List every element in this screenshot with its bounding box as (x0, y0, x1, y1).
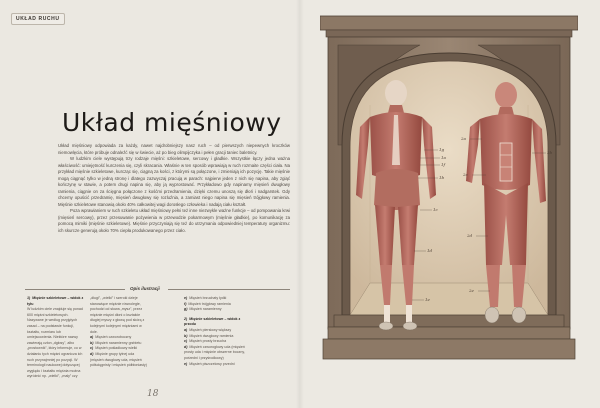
cabinet-base (334, 315, 564, 327)
caption-heading: Mięśnie szkieletowe – widok z przodu (184, 316, 241, 327)
caption-item: b) Mięsień naramienny grzbietu (90, 340, 142, 345)
article-body (58, 143, 290, 234)
caption-rule-left (25, 289, 125, 290)
caption-text: „długi”, „wielki” i szeroki dzieje stanowiące mięśnie równoległe, pochodzi od słowa „mysz”, przez mięśnie mięśni dłoni o kształcie długiej myszy z głową pod skórą z kolejnymi kolejnymi mięśniami w dole. (90, 296, 145, 334)
caption-item: a) Mięsień piersiowy większy (184, 327, 232, 332)
caption-item: d) Mięśnie grupy tylnej uda (mięsień dwugłowy uda, mięsień półścięgnisty i mięsień półbłoniasty) (90, 351, 147, 368)
caption-title: Opis ilustracji (130, 286, 160, 291)
caption-item: c) Mięsień pośladkowy wielki (90, 346, 138, 351)
page-title: Układ mięśniowy (62, 108, 282, 137)
svg-text:2e: 2e (469, 288, 474, 293)
caption-item: c) Mięsień prosty brzucha (184, 339, 227, 344)
caption-item: e) Mięsień brzuchaty łydki (184, 296, 227, 300)
paragraph-functions: Poza wprawianiem w ruch szkieletu układ mięśniowy pełni też inne niezwykle ważne funkcje – od pompowania krwi (mięsień sercowy), przez przesuwanie pożywienia w przewodzie pokarmowym (mięśnie gładkie), po komunikację za pomocą mimiki (mięśnie szkieletowe). Mięśnie przyczyniają się też do utrzymania odpowiedniej temperatury organizmu: ich skurcze generują około 70% ciepła produkowanego przez ciało. (58, 208, 290, 233)
svg-text:2b: 2b (547, 150, 553, 155)
svg-text:1c: 1c (433, 207, 438, 212)
svg-text:1g: 1g (439, 147, 445, 152)
svg-text:2d: 2d (467, 233, 473, 238)
caption-heading: Mięśnie szkieletowe – widok z tyłu (27, 296, 84, 306)
caption-key: 2) (184, 316, 188, 321)
caption-text: W ludzkim ciele znajduje się ponad 600 mięśni szkieletowych. Nazywane je według przyjętych zasad – na podstawie funkcji, kształtu, rozmiaru lub umiejscowienia. Niektóre nazwy zawierają człon „dgłosy”, albo „prostownik”, który informuje, co w działaniu tych mięśni ogranicza ich ruch przynajmniej po pozycji. W terminologii naukowej dotyczącej wyglądu i kształtu mięśnia można wyróżnić np. „wielki”, „mały” czy (27, 307, 83, 379)
svg-text:1e: 1e (425, 297, 430, 302)
book-gutter (296, 0, 304, 408)
caption-item: d) Mięsień czworogłowy uda (mięsień prosty uda i mięśnie obszerne boczny, pośredni i przyśrodkowy) (184, 344, 245, 360)
caption-item: f) Mięsień trójgłowy ramienia (184, 301, 231, 306)
caption-item: g) Mięsień naramienny (184, 307, 222, 312)
section-tag: UKŁAD RUCHU (11, 13, 65, 25)
paragraph-types: W ludzkim ciele występują trzy rodzaje mięśni: szkieletowe, sercowy i gładkie. Wszystkie łączy jedna ważna właściwość: umiejętność kurczenia się, czyli skracania. Właśnie w ten sposób wprawiają w ruch rozmaite części ciała. Na przykład mięśnie szkieletowe, kurcząc się, ciągną za kości, z którymi są połączone, i zmieniają ich pozycję. Takie mięśnie mogą ciągnąć tylko w jedną stronę i dlatego zazwyczaj pracują w parach: najpierw jeden z nich się napina, aby zgiąć kończynę w stawie, a potem drugi napina się, aby ją wyprostować. Przykładowo gdy napinamy mięsień dwugłowy ramienia, ciągnie on za ścięgna połączone z kośćmi przedramienia, dzięki czemu unoszą się dłoń i nadgarstek. Gdy chcemy opuścić przedramię, mięsień dwugłowy się rozluźnia, a zamiast niego napina się mięsień trójgłowy ramienia. Mięśnie szkieletowe stanowią około 40% całkowitej wagi dorosłego człowieka i nadają ciału kształt. (58, 156, 290, 207)
paragraph-intro: Układ mięśniowy odpowiada za każdy, nawet najdrobniejszy nasz ruch – od pierwszych niepewnych kroczków niemowlęcia, które próbuje odnaleźć się w świecie, aż po bieg olimpijczyka i pełen gracji taniec baletnicy. (58, 143, 290, 155)
caption-column-2 (90, 296, 148, 369)
caption-item: a) Mięsień czworoboczny (90, 335, 132, 340)
svg-text:1b: 1b (439, 175, 445, 180)
svg-text:2c: 2c (463, 172, 468, 177)
svg-text:1f: 1f (441, 162, 446, 167)
svg-text:1a: 1a (441, 155, 446, 160)
caption-item: e) Mięsień piszczelowy przedni (184, 361, 235, 366)
caption-item: b) Mięsień dwugłowy ramienia (184, 333, 234, 338)
caption-column-3 (184, 296, 248, 367)
caption-rule-right (168, 289, 290, 290)
caption-column-1 (27, 296, 85, 380)
cabinet-cornice (320, 16, 578, 30)
page-number: 18 (147, 389, 159, 399)
svg-text:1d: 1d (427, 248, 433, 253)
anatomy-illustration (320, 15, 578, 397)
svg-text:2a: 2a (461, 136, 466, 141)
caption-key: 1) (27, 296, 31, 300)
